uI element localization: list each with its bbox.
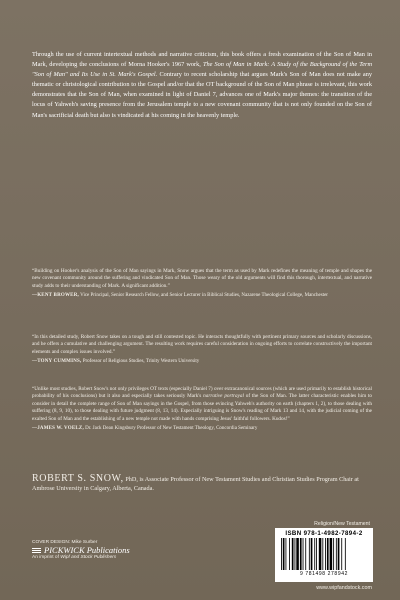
credits [32,539,130,561]
pickwick-logo-icon [32,547,41,554]
cover-design-credit: COVER DESIGN: Mike Surber [32,540,98,545]
endorsement-cummins [32,334,372,365]
author-bio-text: PhD, is Associate Professor of New Testament Studies and Christian Studies Program Chair at Ambrose University in Calgary, Alberta, Canada. [32,476,359,492]
endorsement-attribution [32,425,372,432]
endorsement-quote: “Building on Hooker's analysis of the Son of Man sayings in Mark, Snow argues that the term as used by Mark redefines the meaning of temple and shapes the new covenant community around the suffering and vindicated Son of Man. Those weary of the old arguments will find this thorough, intertextual, and narrative study adds to their understanding of Mark. A significant addition.” [32,268,372,289]
publisher-name: PICKWICK Publications [44,545,130,555]
endorser-name: —KENT BROWER, [32,293,79,299]
endorsement-quote-italic: narrative portrayal [203,393,244,400]
author-name: ROBERT S. SNOW, [32,473,124,484]
description-title-italic: The Son of Man in Mark: A Study of the Background of the Term "Son of Man" and Its Use in St. Mark's Gospel. [32,61,373,79]
author-bio [32,474,372,493]
description-text-1: Through the use of current intertextual methods and narrative criticism, this book offers a fresh examination of the Son of Man in Mark, developing the conclusions of Morna Hooker's 1967 work, [32,51,372,69]
endorsement-quote: “In this detailed study, Robert Snow takes on a tough and still contested topic. He interacts thoughtfully with pertinent primary sources and scholarly discussions, and he offers a cumulative and challenging argument. The resulting work requires careful consideration in ongoing efforts to correlate constructively the important elements and complex issues involved.” [32,334,372,355]
book-description [32,50,372,121]
barcode [275,528,373,582]
endorser-role: Professor of Religious Studies, Trinity Western University [82,359,200,365]
publisher-website: www.wipfandstock.com [316,585,372,591]
endorser-name: —JAMES W. VOELZ, [32,426,84,432]
endorsement-quote-part-b: of the Son of Man. The latter characteristic enables him to consider in detail the complete range of Son of Man sayings in the Gospel, from those evincing Yahweh's authority on earth (chapters 1, 2), to those dealing with suffering (8, 9, 10), to those dealing with future judgment (8, 13, 14). Especially intriguing is Snow's reading of Mark 13 and 14, with the judicial coming of the exalted Son of Man and the establishing of a new temple not made with hands comprising Jesus' faithful followers. Kudos!” [32,393,372,422]
endorsement-brower [32,268,372,299]
imprint-line [32,554,130,561]
endorser-role: Dr. Jack Dean Kingsbury Professor of New Testament Theology, Concordia Seminary [85,426,258,432]
endorser-role: Vice Principal, Senior Research Fellow, and Senior Lecturer in Biblical Studies, Nazarene Theological College, Manchester [80,293,328,299]
endorsement-voelz [32,386,372,432]
endorsement-attribution [32,358,372,365]
endorser-name: —TONY CUMMINS, [32,359,82,365]
category-label: Religion/New Testament [314,521,370,527]
isbn-text: ISBN 978-1-4982-7894-2 [285,530,363,537]
barcode-number: 9 781498 278942 [300,571,348,577]
endorsement-attribution [32,292,372,299]
publisher-logo [32,547,130,554]
endorsement-quote [32,386,372,423]
imprint-prefix: An imprint of [32,555,59,560]
imprint-name: Wipf and Stock Publishers [60,555,117,560]
barcode-bars-icon [281,538,367,570]
description-text-2: Contrary to recent scholarship that argues Mark's Son of Man does not make any thematic or christological contribution to the Gospel and/or that the OT background of the Son of Man phrase is irrelevant, this work demonstrates that the Son of Man, when examined in light of Daniel 7, advances one of Mark's major themes: the transition of the locus of Yahweh's saving presence from the Jerusalem temple to a new covenant community that is not only founded on the Son of Man's sacrificial death but also is vindicated at his coming in the heavenly temple. [32,71,373,119]
endorsement-quote-part-a: “Unlike most studies, Robert Snow's not only privileges OT texts (especially Daniel 7) over extracanonical sources (which are used primarily to establish historical probability of his conclusions) but it also and especially takes seriously Mark's [32,386,372,400]
